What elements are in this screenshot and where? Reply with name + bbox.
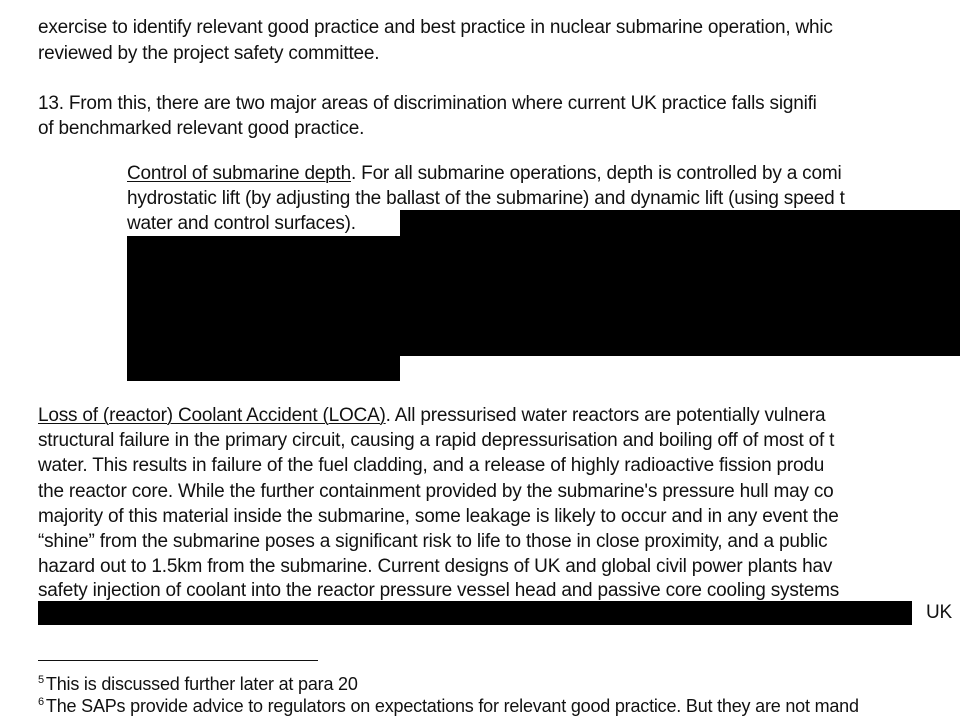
- redaction-block: [400, 210, 960, 356]
- loca-line-5: majority of this material inside the submarine, some leakage is likely to occur and in any event the: [38, 506, 839, 527]
- loca-line-9-tail: UK: [926, 602, 952, 623]
- footnote-5-mark: 5: [38, 674, 44, 686]
- loca-line-2: structural failure in the primary circuit, causing a rapid depressurisation and boiling off of most of t: [38, 430, 835, 451]
- loca-line-8: safety injection of coolant into the reactor pressure vessel head and passive core cooling systems: [38, 580, 840, 601]
- redaction-bar: [38, 601, 912, 625]
- footnote-5: [38, 672, 358, 696]
- loca-line-7: hazard out to 1.5km from the submarine. Current designs of UK and global civil power plants hav: [38, 556, 833, 577]
- intro-line-2: reviewed by the project safety committee.: [38, 43, 380, 64]
- intro-line-1: exercise to identify relevant good practice and best practice in nuclear submarine operation, whic: [38, 17, 833, 38]
- loca-line-6: “shine” from the submarine poses a significant risk to life to those in close proximity, and a public: [38, 531, 828, 552]
- depth-line-1-text: . For all submarine operations, depth is controlled by a comi: [351, 163, 842, 184]
- depth-heading: Control of submarine depth: [127, 163, 351, 184]
- footnote-6-mark: 6: [38, 696, 44, 708]
- loca-line-1: [38, 404, 825, 428]
- loca-line-3: water. This results in failure of the fuel cladding, and a release of highly radioactive fission produ: [38, 455, 825, 476]
- loca-line-4: the reactor core. While the further containment provided by the submarine's pressure hull may co: [38, 481, 834, 502]
- para-13-line-2: of benchmarked relevant good practice.: [38, 118, 365, 139]
- loca-line-1-text: . All pressurised water reactors are potentially vulnera: [385, 405, 826, 426]
- footnote-6: [38, 694, 859, 718]
- footnote-5-text: This is discussed further later at para 20: [45, 674, 358, 694]
- depth-line-3: water and control surfaces).: [127, 213, 356, 234]
- depth-line-2: hydrostatic lift (by adjusting the ballast of the submarine) and dynamic lift (using speed t: [127, 188, 845, 209]
- footnote-rule: [38, 660, 318, 661]
- loca-heading: Loss of (reactor) Coolant Accident (LOCA): [38, 405, 386, 426]
- para-13-line-1: 13. From this, there are two major areas of discrimination where current UK practice falls signifi: [38, 93, 817, 114]
- footnote-6-text: The SAPs provide advice to regulators on expectations for relevant good practice. But they are not mand: [45, 696, 859, 716]
- redaction-block: [127, 236, 400, 381]
- depth-line-1: [127, 162, 842, 186]
